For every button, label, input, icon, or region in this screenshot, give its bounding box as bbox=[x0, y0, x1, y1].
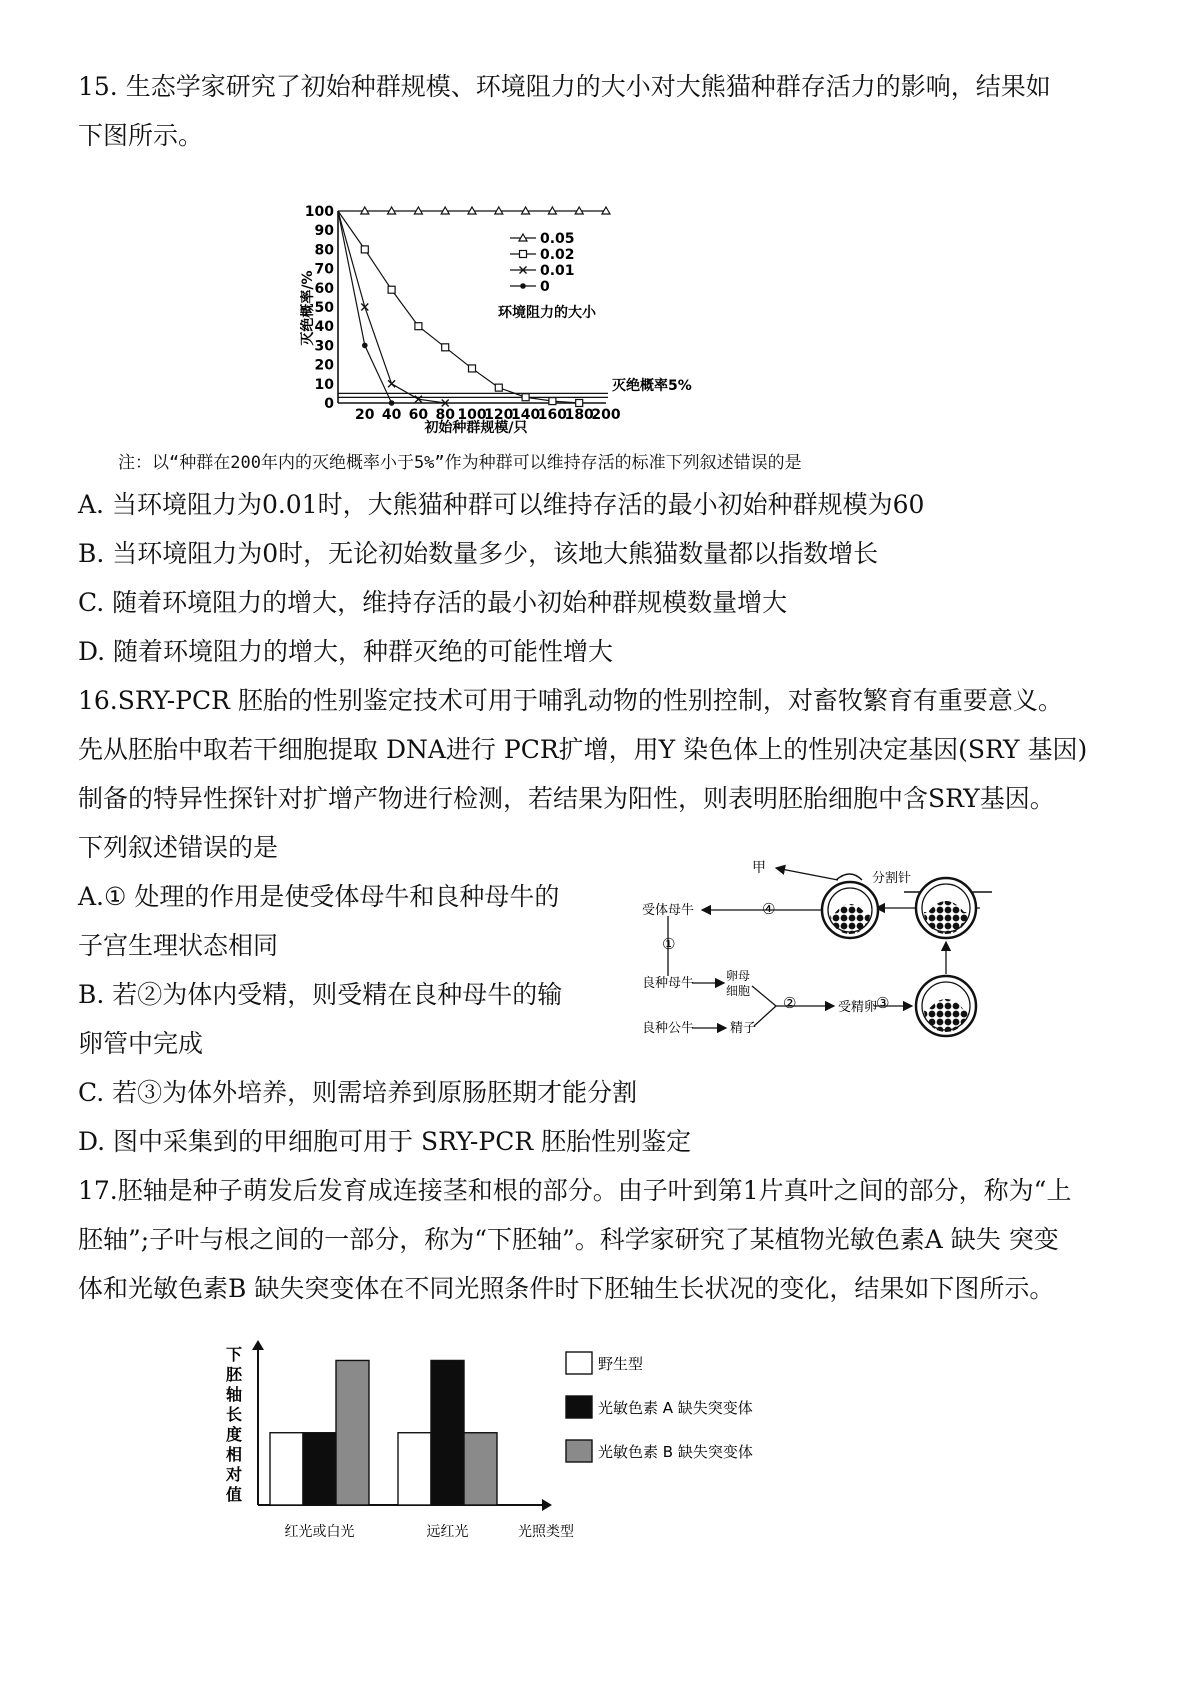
embryo-blastocyst-top-right bbox=[916, 878, 976, 938]
x-tick-label: 60 bbox=[408, 407, 429, 423]
x-tick-label: 40 bbox=[381, 407, 402, 423]
q16-option-b-line-1: B. 若②为体内受精，则受精在良种母牛的输 bbox=[78, 980, 563, 1009]
legend-item-0.01 bbox=[510, 263, 575, 279]
q15-option-a: A. 当环境阻力为0.01时，大熊猫种群可以维持存活的最小初始种群规模为60 bbox=[78, 490, 925, 519]
ylabel-char: 长 bbox=[226, 1405, 243, 1424]
elite-cow-label: 良种母牛 bbox=[642, 976, 695, 991]
point-marker bbox=[389, 400, 395, 406]
y-tick-label: 30 bbox=[314, 338, 334, 355]
x-tick-label: 20 bbox=[355, 407, 375, 423]
q17-stem-line-2: 胚轴”;子叶与根之间的一部分，称为“下胚轴”。科学家研究了某植物光敏色素A 缺失 突变 bbox=[78, 1225, 1059, 1254]
point-marker bbox=[361, 246, 368, 253]
bar-chart-categories bbox=[285, 1523, 469, 1540]
step-3-label: ③ bbox=[876, 994, 890, 1012]
bar-chart-x-arrow bbox=[542, 1499, 552, 1511]
ylabel-char: 值 bbox=[226, 1485, 243, 1504]
line-chart-legend bbox=[510, 231, 575, 295]
series-0.05 bbox=[338, 207, 610, 214]
bar-红光或白光-光敏色素 A 缺失突变体 bbox=[303, 1433, 336, 1505]
point-marker bbox=[362, 343, 368, 349]
legend-item-0.02 bbox=[510, 247, 575, 263]
q15-note: 注：以“种群在200年内的灭绝概率小于5%”作为种群可以维持存活的标准下列叙述错误的是 bbox=[118, 453, 802, 473]
q16-stem-line-1: 16.SRY-PCR 胚胎的性别鉴定技术可用于哺乳动物的性别控制，对畜牧繁育有重要意义。 bbox=[78, 686, 1063, 715]
bar-legend-item bbox=[566, 1440, 753, 1462]
bar-legend-item bbox=[566, 1396, 753, 1418]
q15-option-d: D. 随着环境阻力的增大，种群灭绝的可能性增大 bbox=[78, 637, 614, 666]
embryo-half-left bbox=[776, 868, 878, 938]
point-marker bbox=[520, 283, 526, 289]
point-marker bbox=[442, 344, 449, 351]
q16-stem-line-2: 先从胚胎中取若干细胞提取 DNA进行 PCR扩增，用Y 染色体上的性别决定基因(SRY 基因) bbox=[78, 735, 1088, 764]
hypocotyl-bar-chart bbox=[218, 1340, 818, 1540]
legend-label: 0 bbox=[540, 279, 550, 295]
point-marker bbox=[522, 394, 529, 401]
x-tick-label: 200 bbox=[591, 407, 621, 423]
x-tick-label: 180 bbox=[564, 407, 594, 423]
ylabel-char: 下 bbox=[226, 1345, 243, 1364]
y-tick-label: 90 bbox=[314, 223, 334, 240]
bar-chart-xlabel: 光照类型 bbox=[518, 1524, 574, 1540]
bar-远红光-野生型 bbox=[398, 1433, 431, 1505]
x-tick-label: 100 bbox=[457, 407, 487, 423]
elite-bull-label: 良种公牛 bbox=[642, 1021, 695, 1036]
q16-option-a-line-2: 子宫生理状态相同 bbox=[78, 931, 279, 960]
q16-option-c: C. 若③为体外培养，则需培养到原肠胚期才能分割 bbox=[78, 1078, 638, 1107]
legend-label: 0.05 bbox=[540, 231, 575, 247]
step-1-label: ① bbox=[662, 935, 676, 953]
point-marker bbox=[361, 304, 368, 311]
step-2-label: ② bbox=[783, 994, 797, 1012]
bar-chart-legend bbox=[566, 1352, 753, 1462]
q16-stem-line-4: 下列叙述错误的是 bbox=[78, 833, 279, 862]
y-tick-label: 50 bbox=[314, 300, 334, 316]
embryo-transfer-diagram bbox=[640, 858, 1110, 1078]
bar-legend-label: 光敏色素 A 缺失突变体 bbox=[598, 1399, 753, 1417]
point-marker bbox=[469, 365, 476, 372]
category-label: 远红光 bbox=[426, 1524, 469, 1540]
bar-legend-label: 光敏色素 B 缺失突变体 bbox=[598, 1443, 753, 1461]
q16-option-b-line-2: 卵管中完成 bbox=[78, 1029, 204, 1058]
sperm-label: 精子 bbox=[730, 1021, 757, 1036]
y-tick-label: 40 bbox=[314, 319, 334, 336]
ylabel-char: 对 bbox=[226, 1465, 243, 1484]
bar-legend-item bbox=[566, 1352, 643, 1374]
category-label: 红光或白光 bbox=[284, 1524, 355, 1540]
point-marker bbox=[520, 251, 527, 258]
bar-chart-bars bbox=[270, 1360, 497, 1505]
point-marker bbox=[388, 286, 395, 293]
legend-item-0.05 bbox=[510, 231, 575, 247]
legend-label: 0.01 bbox=[540, 263, 575, 279]
point-marker bbox=[495, 384, 502, 391]
cell-jia-label: 甲 bbox=[752, 860, 766, 876]
bar-红光或白光-野生型 bbox=[270, 1433, 303, 1505]
q15-option-b: B. 当环境阻力为0时，无论初始数量多少，该地大熊猫数量都以指数增长 bbox=[78, 539, 879, 568]
step-4-label: ④ bbox=[762, 900, 776, 918]
y-tick-label: 70 bbox=[314, 261, 334, 278]
x-tick-label: 140 bbox=[510, 407, 541, 423]
x-tick-label: 80 bbox=[435, 407, 455, 423]
q17-stem-line-3: 体和光敏色素B 缺失突变体在不同光照条件时下胚轴生长状况的变化，结果如下图所示。 bbox=[78, 1274, 1055, 1303]
legend-item-0 bbox=[510, 279, 550, 295]
oocyte-label-line-2: 细胞 bbox=[726, 984, 751, 998]
q15-stem-line-1: 15. 生态学家研究了初始种群规模、环境阻力的大小对大熊猫种群存活力的影响，结果如 bbox=[78, 72, 1051, 101]
series-line bbox=[338, 211, 445, 403]
point-marker bbox=[576, 400, 583, 407]
series-0.01 bbox=[338, 211, 449, 407]
y-tick-label: 100 bbox=[304, 204, 334, 220]
bar-远红光-光敏色素 B 缺失突变体 bbox=[464, 1433, 497, 1505]
q16-stem-line-3: 制备的特异性探针对扩增产物进行检测，若结果为阳性，则表明胚胎细胞中含SRY基因。 bbox=[78, 784, 1055, 813]
needle-label: 分割针 bbox=[872, 871, 912, 886]
q16-option-a-line-1: A.① 处理的作用是使受体母牛和良种母牛的 bbox=[78, 882, 560, 911]
ylabel-char: 胚 bbox=[226, 1365, 243, 1384]
line-chart-xlabel: 初始种群规模/只 bbox=[424, 420, 528, 436]
y-tick-label: 60 bbox=[314, 280, 334, 297]
ylabel-char: 相 bbox=[226, 1445, 243, 1464]
point-marker bbox=[415, 323, 422, 330]
oocyte-label-line-1: 卵母 bbox=[726, 969, 751, 983]
q15-stem-line-2: 下图所示。 bbox=[78, 121, 204, 150]
point-marker bbox=[388, 380, 395, 387]
y-tick-label: 80 bbox=[314, 242, 334, 259]
legend-label: 0.02 bbox=[540, 247, 575, 263]
ylabel-char: 轴 bbox=[226, 1385, 243, 1404]
line-chart-ylabel: 灭绝概率/% bbox=[300, 270, 316, 346]
recipient-cow-label: 受体母牛 bbox=[642, 903, 695, 918]
line-chart-threshold-label: 灭绝概率5% bbox=[612, 378, 692, 394]
x-tick-label: 120 bbox=[484, 407, 514, 423]
x-tick-label: 160 bbox=[537, 407, 568, 423]
q17-stem-line-1: 17.胚轴是种子萌发后发育成连接茎和根的部分。由子叶到第1片真叶之间的部分，称为“上 bbox=[78, 1176, 1072, 1205]
line-chart-legend-title: 环境阻力的大小 bbox=[498, 305, 596, 321]
y-tick-label: 10 bbox=[314, 376, 334, 393]
bar-chart-y-arrow bbox=[252, 1340, 264, 1350]
bar-legend-label: 野生型 bbox=[598, 1355, 644, 1373]
zygote-label: 受精卵 bbox=[838, 1000, 878, 1015]
merge-lines bbox=[752, 986, 776, 1026]
y-tick-label: 20 bbox=[314, 357, 334, 374]
bar-chart-ylabel bbox=[225, 1345, 243, 1504]
bar-红光或白光-光敏色素 B 缺失突变体 bbox=[336, 1360, 369, 1505]
q15-option-c: C. 随着环境阻力的增大，维持存活的最小初始种群规模数量增大 bbox=[78, 588, 788, 617]
bar-远红光-光敏色素 A 缺失突变体 bbox=[431, 1360, 464, 1505]
ylabel-char: 度 bbox=[226, 1425, 243, 1444]
y-tick-label: 0 bbox=[324, 396, 334, 412]
point-marker bbox=[549, 398, 556, 405]
extinction-line-chart bbox=[300, 198, 720, 438]
q16-option-d: D. 图中采集到的甲细胞可用于 SRY-PCR 胚胎性别鉴定 bbox=[78, 1127, 692, 1156]
embryo-blastocyst-bottom bbox=[916, 976, 976, 1036]
